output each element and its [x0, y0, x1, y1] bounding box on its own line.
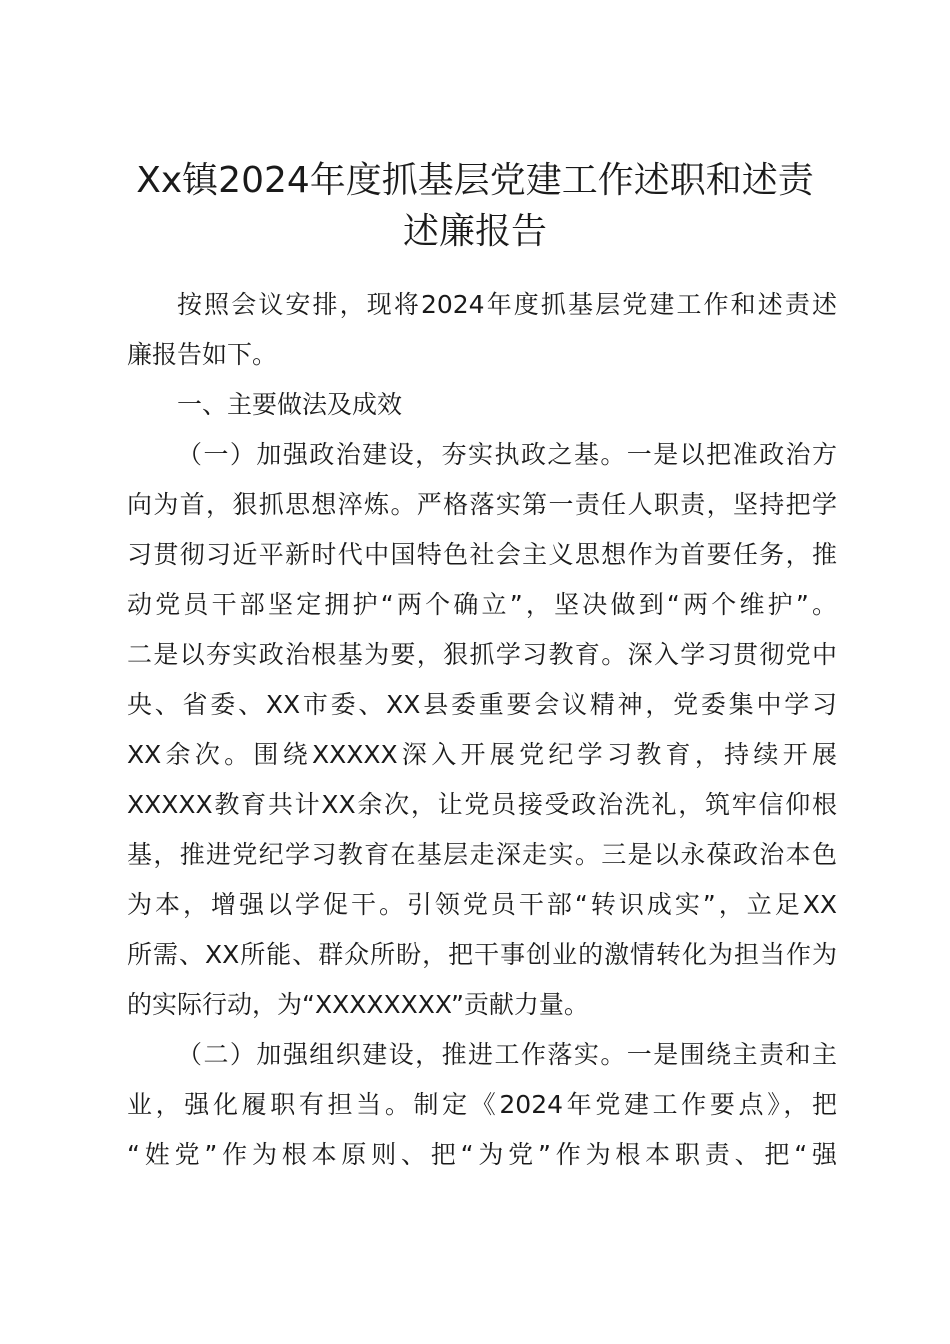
- document-title-line-1: Xx镇2024年度抓基层党建工作述职和述责: [136, 160, 814, 201]
- body-line: 二是以夯实政治根基为要，狠抓学习教育。深入学习贯彻党中: [127, 640, 837, 669]
- body-line: （一）加强政治建设，夯实执政之基。一是以把准政治方: [177, 440, 837, 469]
- body-line: 向为首，狠抓思想淬炼。严格落实第一责任人职责，坚持把学: [127, 490, 837, 519]
- body-line: 习贯彻习近平新时代中国特色社会主义思想作为首要任务，推: [127, 540, 837, 569]
- intro-paragraph-line-2: 廉报告如下。: [127, 340, 278, 369]
- body-line: （二）加强组织建设，推进工作落实。一是围绕主责和主: [177, 1040, 837, 1069]
- body-line: 央、省委、XX市委、XX县委重要会议精神，党委集中学习: [127, 690, 837, 719]
- body-line: 业，强化履职有担当。制定《2024年党建工作要点》，把: [127, 1090, 837, 1119]
- section-heading: 一、主要做法及成效: [177, 390, 403, 419]
- intro-paragraph-line-1: 按照会议安排，现将2024年度抓基层党建工作和述责述: [177, 290, 837, 319]
- document-title-line-2: 述廉报告: [402, 211, 547, 252]
- body-line: XX余次。围绕XXXXX深入开展党纪学习教育，持续开展: [127, 740, 837, 769]
- body-line: 基，推进党纪学习教育在基层走深走实。三是以永葆政治本色: [127, 840, 837, 869]
- body-line: 的实际行动，为“XXXXXXXX”贡献力量。: [127, 990, 589, 1019]
- body-line: 动党员干部坚定拥护“两个确立”，坚决做到“两个维护”。: [127, 590, 837, 619]
- body-line: 为本，增强以学促干。引领党员干部“转识成实”，立足XX: [127, 890, 837, 919]
- body-line: 所需、XX所能、群众所盼，把干事创业的激情转化为担当作为: [127, 940, 837, 969]
- body-line: XXXXX教育共计XX余次，让党员接受政治洗礼，筑牢信仰根: [127, 790, 837, 819]
- body-line: “姓党”作为根本原则、把“为党”作为根本职责、把“强: [127, 1140, 837, 1169]
